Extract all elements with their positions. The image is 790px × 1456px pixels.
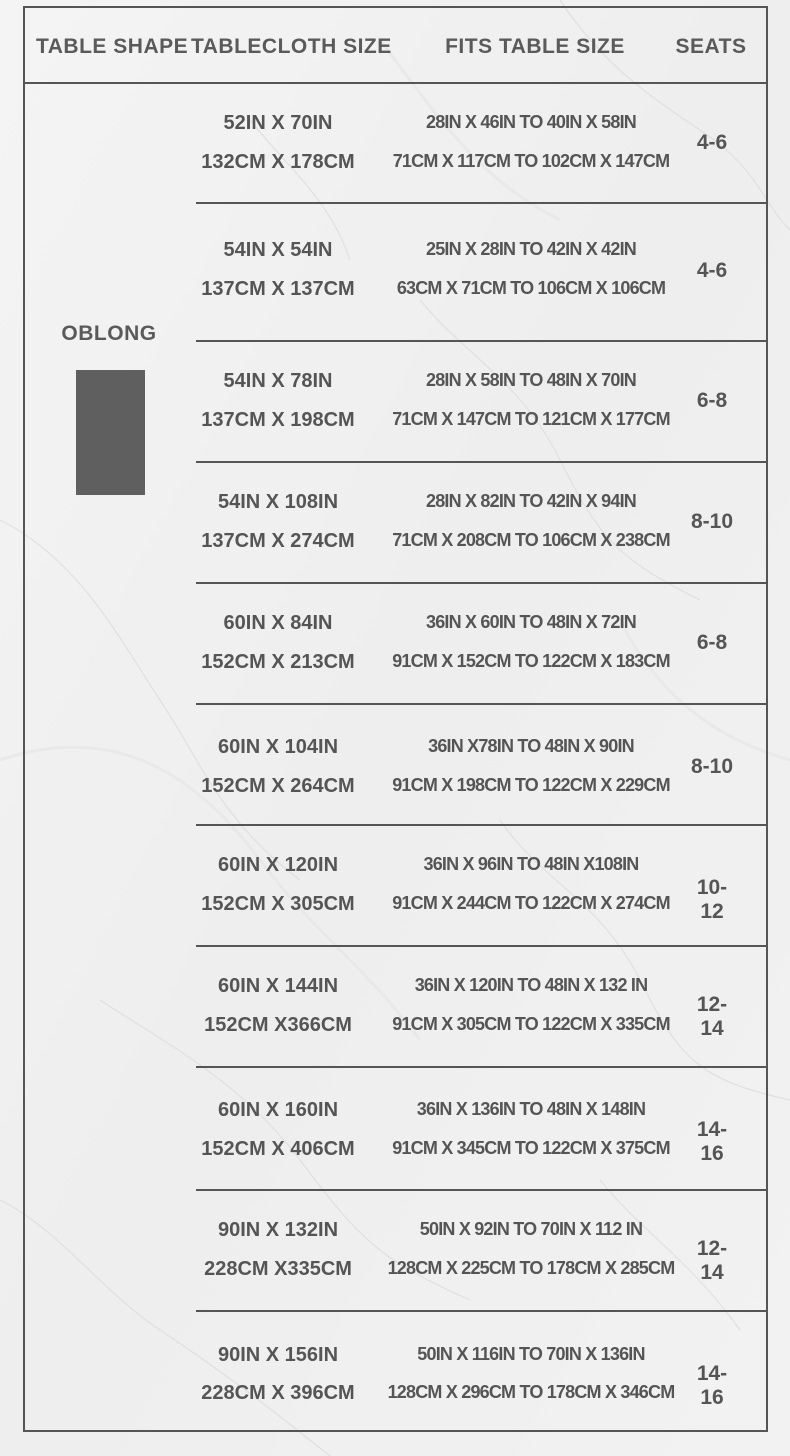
tablecloth-size-in: 60IN X 144IN	[217, 975, 339, 997]
header-fits-table-size: FITS TABLE SIZE	[445, 35, 625, 58]
table-row	[196, 340, 766, 460]
tablecloth-size-in: 60IN X 160IN	[217, 1099, 339, 1121]
tablecloth-size-cm: 228CM X335CM	[204, 1258, 352, 1280]
header-seats: SEATS	[675, 35, 747, 58]
fits-size-cm: 91CM X 244CM TO 122CM X 274CM	[392, 893, 670, 913]
table-row	[196, 1066, 766, 1189]
tablecloth-size-cm: 132CM X 178CM	[201, 151, 355, 173]
table-row	[196, 582, 766, 702]
fits-size-cm: 71CM X 147CM TO 121CM X 177CM	[392, 409, 670, 429]
seats-value: 10-12	[696, 876, 728, 923]
table-row	[196, 461, 766, 581]
table-row	[196, 202, 766, 340]
seats-value: 14-16	[696, 1118, 728, 1165]
seats-value: 4-6	[696, 131, 728, 154]
table-row	[196, 84, 766, 202]
tablecloth-size-cm: 152CM X 406CM	[201, 1138, 355, 1160]
tablecloth-size-in: 60IN X 120IN	[217, 854, 339, 876]
tablecloth-size-cm: 137CM X 137CM	[201, 278, 355, 300]
fits-size-cm: 91CM X 152CM TO 122CM X 183CM	[392, 651, 670, 671]
fits-size-cm: 91CM X 305CM TO 122CM X 335CM	[392, 1014, 670, 1034]
table-row	[196, 703, 766, 823]
fits-size-cm: 71CM X 208CM TO 106CM X 238CM	[392, 530, 670, 550]
table-row	[196, 1189, 766, 1309]
seats-value: 6-8	[696, 389, 728, 412]
tablecloth-size-cm: 137CM X 274CM	[201, 530, 355, 552]
seats-value: 4-6	[696, 259, 728, 282]
fits-size-cm: 128CM X 296CM TO 178CM X 346CM	[387, 1382, 675, 1402]
oblong-rectangle-icon	[76, 370, 145, 495]
tablecloth-size-cm: 152CM X 264CM	[201, 775, 355, 797]
table-header	[25, 8, 766, 84]
seats-value: 8-10	[690, 510, 734, 533]
table-row	[196, 1310, 766, 1430]
fits-size-in: 28IN X 46IN TO 40IN X 58IN	[426, 112, 636, 132]
seats-value: 6-8	[696, 631, 728, 654]
tablecloth-size-in: 60IN X 104IN	[217, 736, 339, 758]
tablecloth-size-cm: 152CM X 213CM	[201, 651, 355, 673]
header-tablecloth-size: TABLECLOTH SIZE	[191, 35, 392, 58]
fits-size-cm: 91CM X 345CM TO 122CM X 375CM	[392, 1138, 670, 1158]
fits-size-cm: 71CM X 117CM TO 102CM X 147CM	[392, 151, 670, 171]
fits-size-in: 36IN X 136IN TO 48IN X 148IN	[416, 1099, 646, 1119]
fits-size-in: 50IN X 92IN TO 70IN X 112 IN	[419, 1219, 643, 1239]
fits-size-in: 28IN X 82IN TO 42IN X 94IN	[426, 491, 636, 511]
tablecloth-size-cm: 228CM X 396CM	[201, 1382, 355, 1404]
fits-size-in: 25IN X 28IN TO 42IN X 42IN	[426, 239, 636, 259]
shape-label: OBLONG	[61, 322, 157, 345]
tablecloth-size-cm: 152CM X 305CM	[201, 893, 355, 915]
fits-size-cm: 128CM X 225CM TO 178CM X 285CM	[387, 1258, 675, 1278]
tablecloth-size-cm: 152CM X366CM	[204, 1014, 352, 1036]
seats-value: 12-14	[696, 993, 728, 1040]
fits-size-in: 36IN X 96IN TO 48IN X108IN	[423, 854, 639, 874]
seats-value: 8-10	[690, 755, 734, 778]
tablecloth-size-in: 54IN X 108IN	[217, 491, 339, 513]
tablecloth-size-in: 60IN X 84IN	[223, 612, 333, 634]
fits-size-in: 36IN X78IN TO 48IN X 90IN	[428, 736, 634, 756]
fits-size-in: 36IN X 120IN TO 48IN X 132 IN	[414, 975, 648, 995]
table-row	[196, 824, 766, 944]
tablecloth-size-in: 54IN X 78IN	[223, 370, 333, 392]
fits-size-in: 50IN X 116IN TO 70IN X 136IN	[417, 1344, 645, 1364]
fits-size-in: 28IN X 58IN TO 48IN X 70IN	[426, 370, 636, 390]
header-table-shape: TABLE SHAPE	[36, 35, 189, 58]
seats-value: 14-16	[696, 1362, 728, 1409]
tablecloth-size-cm: 137CM X 198CM	[201, 409, 355, 431]
fits-size-cm: 91CM X 198CM TO 122CM X 229CM	[392, 775, 670, 795]
tablecloth-size-in: 54IN X 54IN	[223, 239, 333, 261]
tablecloth-size-in: 52IN X 70IN	[223, 112, 333, 134]
tablecloth-size-in: 90IN X 156IN	[217, 1344, 339, 1366]
tablecloth-size-in: 90IN X 132IN	[217, 1219, 339, 1241]
fits-size-cm: 63CM X 71CM TO 106CM X 106CM	[396, 278, 666, 298]
table-row	[196, 945, 766, 1065]
fits-size-in: 36IN X 60IN TO 48IN X 72IN	[426, 612, 636, 632]
seats-value: 12-14	[696, 1237, 728, 1284]
size-chart-table	[23, 6, 768, 1432]
